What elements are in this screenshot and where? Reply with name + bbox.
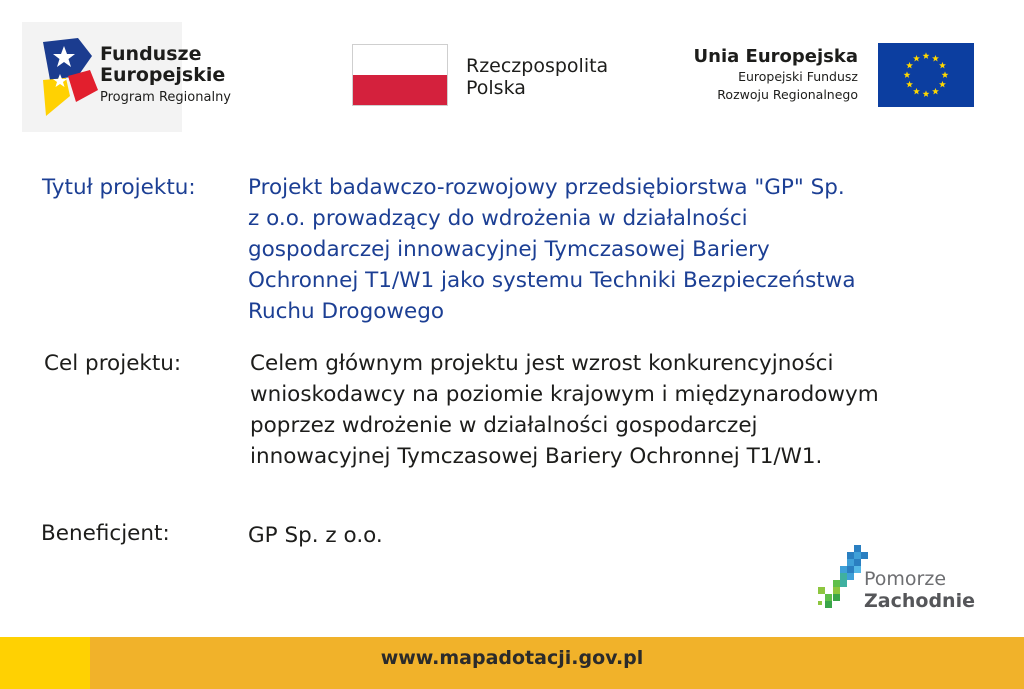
eu-star-icon [923,52,930,59]
rzeczpospolita-polska-text [466,55,608,99]
title-line: gospodarczej innowacyjnej Tymczasowej Bariery [248,237,770,262]
fundusze-line1: Fundusze [100,43,202,65]
goal-line: innowacyjnej Tymczasowej Bariery Ochronnej T1/W1. [250,444,823,469]
goal-line: poprzez wdrożenie w działalności gospodarczej [250,413,758,438]
eu-star-icon [939,81,946,88]
polska-line1: Rzeczpospolita [466,55,609,77]
goal-line: wnioskodawcy na poziomie krajowym i międzynarodowym [250,382,879,407]
eu-star-icon [923,90,930,97]
title-value [248,172,988,327]
beneficiary-value: GP Sp. z o.o. [248,523,383,548]
eu-star-icon [932,88,939,95]
title-line: Projekt badawczo-rozwojowy przedsiębiorstwa "GP" Sp. [248,175,845,200]
eu-flag-icon [878,43,974,107]
beneficiary-label: Beneficjent: [41,521,170,546]
pomorze-line2: Zachodnie [864,590,975,612]
eu-star-icon [913,88,920,95]
pomorze-line1: Pomorze [864,568,947,590]
eu-star-icon [939,62,946,69]
fundusze-line3: Program Regionalny [100,90,231,105]
fundusze-line2: Europejskie [100,64,226,86]
eu-star-icon [942,71,949,78]
eu-star-icon [906,81,913,88]
eu-star-icon [932,55,939,62]
polish-flag-icon [352,44,448,106]
eu-star-icon [913,55,920,62]
european-funds-star-icon [38,36,108,118]
fundusze-europejskie-text [100,44,231,107]
eu-star-icon [906,62,913,69]
footer-url[interactable]: www.mapadotacji.gov.pl [380,647,644,669]
title-line: z o.o. prowadzący do wdrożenia w działalności [248,206,748,231]
title-line: Ochronnej T1/W1 jako systemu Techniki Bezpieczeństwa [248,268,856,293]
eu-star-icon [904,71,911,78]
goal-value [250,348,990,472]
pomorze-zachodnie-pixel-icon [818,545,868,617]
title-label: Tytuł projektu: [42,175,196,200]
ue-line2: Europejski Fundusz [738,69,858,84]
pomorze-zachodnie-text [864,568,975,612]
unia-europejska-text [640,46,858,104]
title-line: Ruchu Drogowego [248,299,444,324]
polska-line2: Polska [466,77,526,99]
ue-line1: Unia Europejska [693,46,858,67]
goal-label: Cel projektu: [44,351,182,376]
goal-line: Celem głównym projektu jest wzrost konkurencyjności [250,351,834,376]
ue-line3: Rozwoju Regionalnego [717,87,858,102]
